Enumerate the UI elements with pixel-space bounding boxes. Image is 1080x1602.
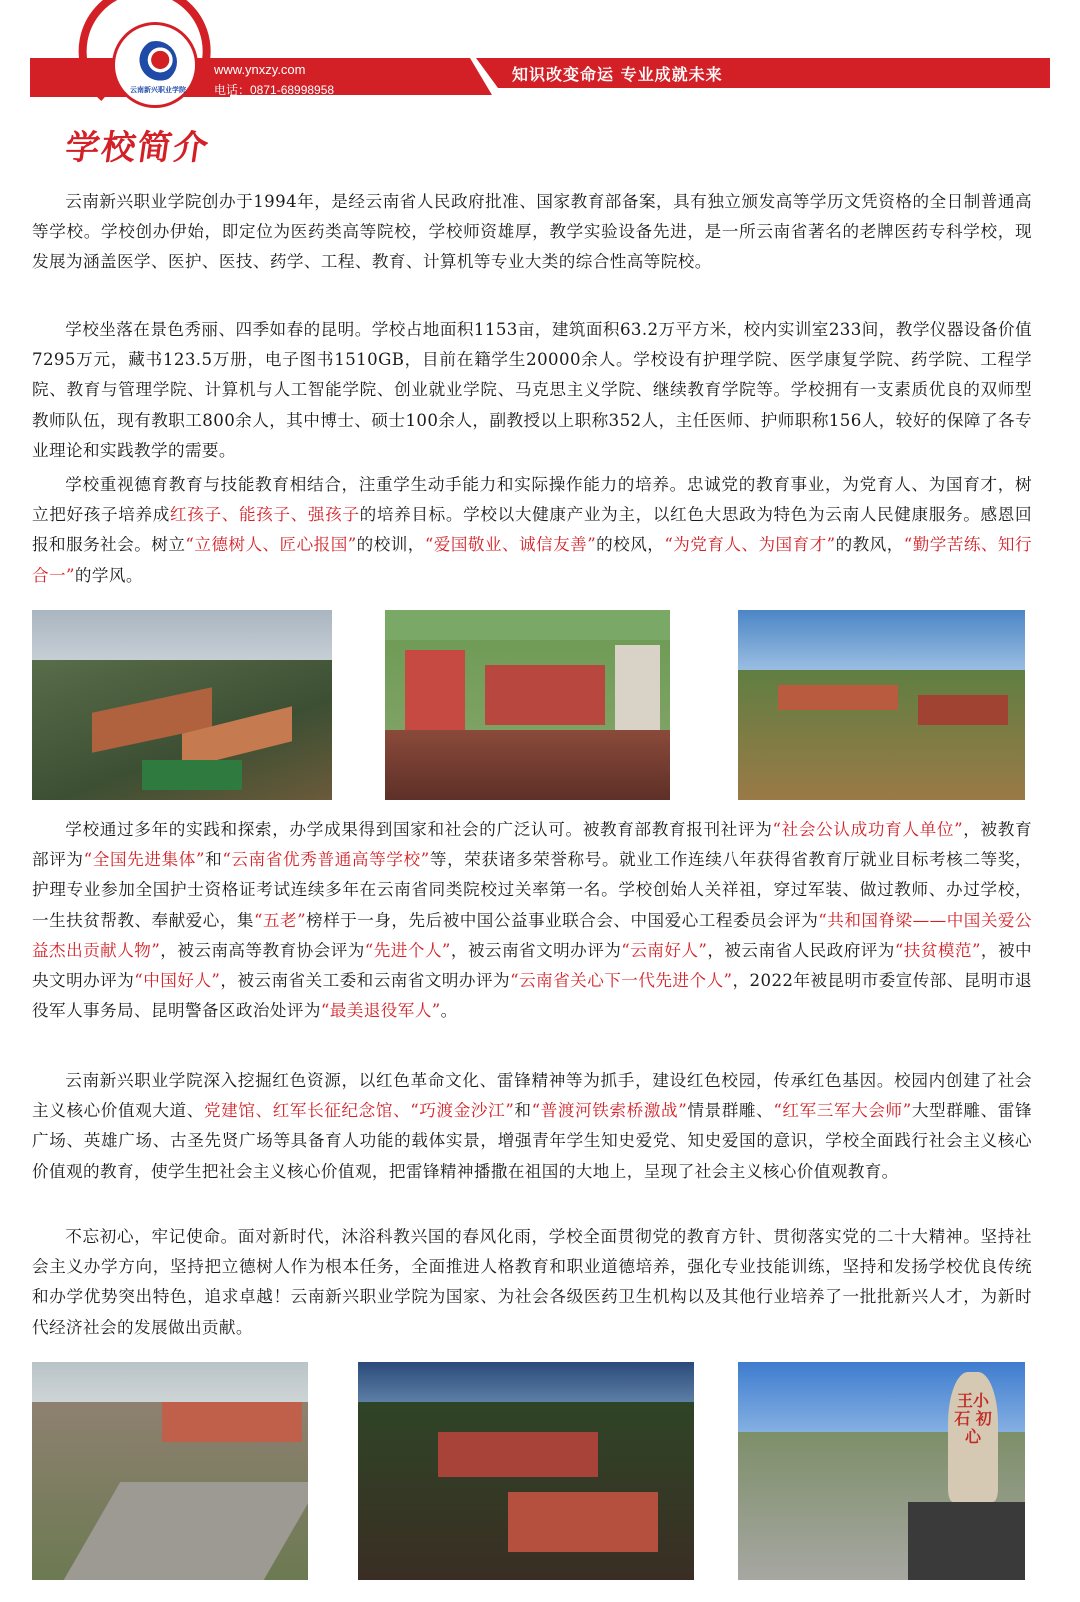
text: 和 (204, 850, 223, 870)
highlight-honor: “中国好人” (134, 971, 221, 991)
highlight-honor: “五老” (253, 910, 306, 930)
highlight-site: “普渡河铁索桥激战” (531, 1101, 688, 1121)
text: ，被云南省人民政府评为 (707, 940, 895, 960)
text: 的教风， (835, 535, 904, 555)
monument-inscription: 王小石 初心 (954, 1391, 992, 1446)
logo-text: 云南新兴职业学院 (130, 86, 186, 94)
text: ，被云南省文明办评为 (450, 940, 622, 960)
paragraph-achievements (32, 815, 1032, 1026)
text: 情景群雕、 (687, 1101, 774, 1121)
page-title: 学校简介 (62, 128, 213, 168)
text: 的校训， (356, 535, 425, 555)
paragraph-history: 云南新兴职业学院创办于1994年，是经云南省人民政府批准、国家教育部备案，具有独立颁发高等学历文凭资格的全日制普通高等学校。学校创办伊始，即定位为医药类高等院校，学校师资雄厚，教学实验设备先进，是一所云南省著名的老牌医药专科学校，现发展为涵盖医学、医护、医技、药学、工程、教育、计算机等专业大类的综合性高等院校。 (32, 192, 1032, 272)
text: 云南新兴职业学院深入挖掘红色资源，以红色革命文化、雷锋精神等为抓手，建设红色校园，传承红色基因。校园内创建了社会主义核心价值观大道、 (32, 1071, 1032, 1121)
campus-road-photo (32, 1362, 308, 1580)
text: 学校通过多年的实践和探索，办学成果得到国家和社会的广泛认可。被教育部教育报刊社评为 (65, 820, 773, 839)
highlight-site: “红军三军大会师” (773, 1101, 912, 1121)
website-url[interactable]: www.ynxzy.com (214, 62, 306, 77)
paragraph-red-culture (32, 1066, 1032, 1187)
highlight-goal: 红孩子、能孩子、强孩子 (169, 505, 360, 525)
highlight-study-style: “勤学苦练、知行合一” (32, 535, 1032, 585)
highlight-site: 党建馆、红军长征纪念馆、“巧渡金沙江” (203, 1101, 515, 1121)
campus-buildings-photo (738, 610, 1025, 800)
text: ，被教育部评为 (32, 820, 1032, 870)
text: ，被中央文明办评为 (32, 940, 1032, 991)
text: ，被云南省关工委和云南省文明办评为 (220, 971, 511, 991)
campus-stairs-photo (385, 610, 670, 800)
highlight-honor: “先进个人” (364, 940, 451, 960)
text: 学校重视德育教育与技能教育相结合，注重学生动手能力和实际操作能力的培养。忠诚党的教育事业，为党育人、为国育才，树立把好孩子培养成 (32, 475, 1032, 525)
text: 。 (440, 1001, 458, 1021)
text: 的学风。 (74, 565, 143, 585)
slogan: 知识改变命运 专业成就未来 (512, 65, 723, 84)
paragraph-moral-education (32, 470, 1032, 591)
text: 和 (514, 1101, 532, 1121)
paragraph-campus: 学校坐落在景色秀丽、四季如春的昆明。学校占地面积1153亩，建筑面积63.2万平方米，校内实训室233间，教学仪器设备价值7295万元，藏书123.5万册，电子图书1510GB，目前在籍学生20000余人。学校设有护理学院、医学康复学院、药学院、工程学院、教育与管理学院、计算机与人工智能学院、创业就业学院、马克思主义学院、继续教育学院等。学校拥有一支素质优良的双师型教师队伍，现有教职工800余人，其中博士、硕士100余人，副教授以上职称352人，主任医师、护师职称156人，较好的保障了各专业理论和实践教学的需要。 (32, 320, 1032, 460)
text: ，被云南高等教育协会评为 (160, 940, 365, 960)
highlight-school-spirit: “爱国敬业、诚信友善” (424, 535, 597, 555)
text: 榜样于一身，先后被中国公益事业联合会、中国爱心工程委员会评为 (305, 910, 819, 930)
campus-night-photo (358, 1362, 694, 1580)
highlight-honor: “社会公认成功育人单位” (772, 820, 963, 839)
highlight-honor: “全国先进集体” (83, 850, 205, 870)
page-header (0, 0, 1080, 130)
campus-aerial-photo (32, 610, 332, 800)
highlight-honor: “云南省优秀普通高等学校” (222, 850, 430, 870)
highlight-honor: “云南好人” (621, 940, 708, 960)
text: 的培养目标。学校以大健康产业为主，以红色大思政为特色为云南人民健康服务。感恩回报和服务社会。树立 (32, 505, 1032, 555)
text: 等，荣获诸多荣誉称号。就业工作连续八年获得省教育厅就业目标考核二等奖，护理专业参加全国护士资格证考试连续多年在云南省同类院校过关率第一名。学校创始人关祥祖，穿过军装、做过教师、办过学校，一生扶贫帮教、奉献爱心，集 (32, 850, 1033, 930)
highlight-teaching-style: “为党育人、为国育才” (664, 535, 836, 555)
highlight-motto: “立德树人、匠心报国” (185, 535, 357, 555)
text: ，2022年被昆明市委宣传部、昆明市退役军人事务局、昆明警备区政治处评为 (32, 971, 1032, 1021)
highlight-honor: “扶贫模范” (894, 940, 981, 960)
highlight-honor: “云南省关心下一代先进个人” (510, 971, 733, 991)
text: 的校风， (596, 535, 665, 555)
highlight-honor: “最美退役军人” (320, 1001, 441, 1021)
phone-number: 电话：0871-68998958 (214, 83, 335, 97)
logo-emblem-icon (135, 41, 177, 83)
paragraph-mission: 不忘初心，牢记使命。面对新时代，沐浴科教兴国的春风化雨，学校全面贯彻党的教育方针、贯彻落实党的二十大精神。坚持社会主义办学方向，坚持把立德树人作为根本任务，全面推进人格教育和职业道德培养，强化专业技能训练，坚持和发扬学校优良传统和办学优势突出特色，追求卓越！云南新兴职业学院为国家、为社会各级医药卫生机构以及其他行业培养了一批批新兴人才，为新时代经济社会的发展做出贡献。 (32, 1227, 1032, 1337)
school-logo (112, 22, 198, 108)
text: 大型群雕、雷锋广场、英雄广场、古圣先贤广场等具备育人功能的载体实景，增强青年学生知史爱党、知史爱国的意识，学校全面践行社会主义核心价值观的教育，使学生把社会主义核心价值观，把雷锋精神播撒在祖国的大地上，呈现了社会主义核心价值观教育。 (32, 1101, 1032, 1181)
highlight-honor: “共和国脊梁——中国关爱公益杰出贡献人物” (32, 910, 1032, 960)
monument-photo (738, 1362, 1025, 1580)
